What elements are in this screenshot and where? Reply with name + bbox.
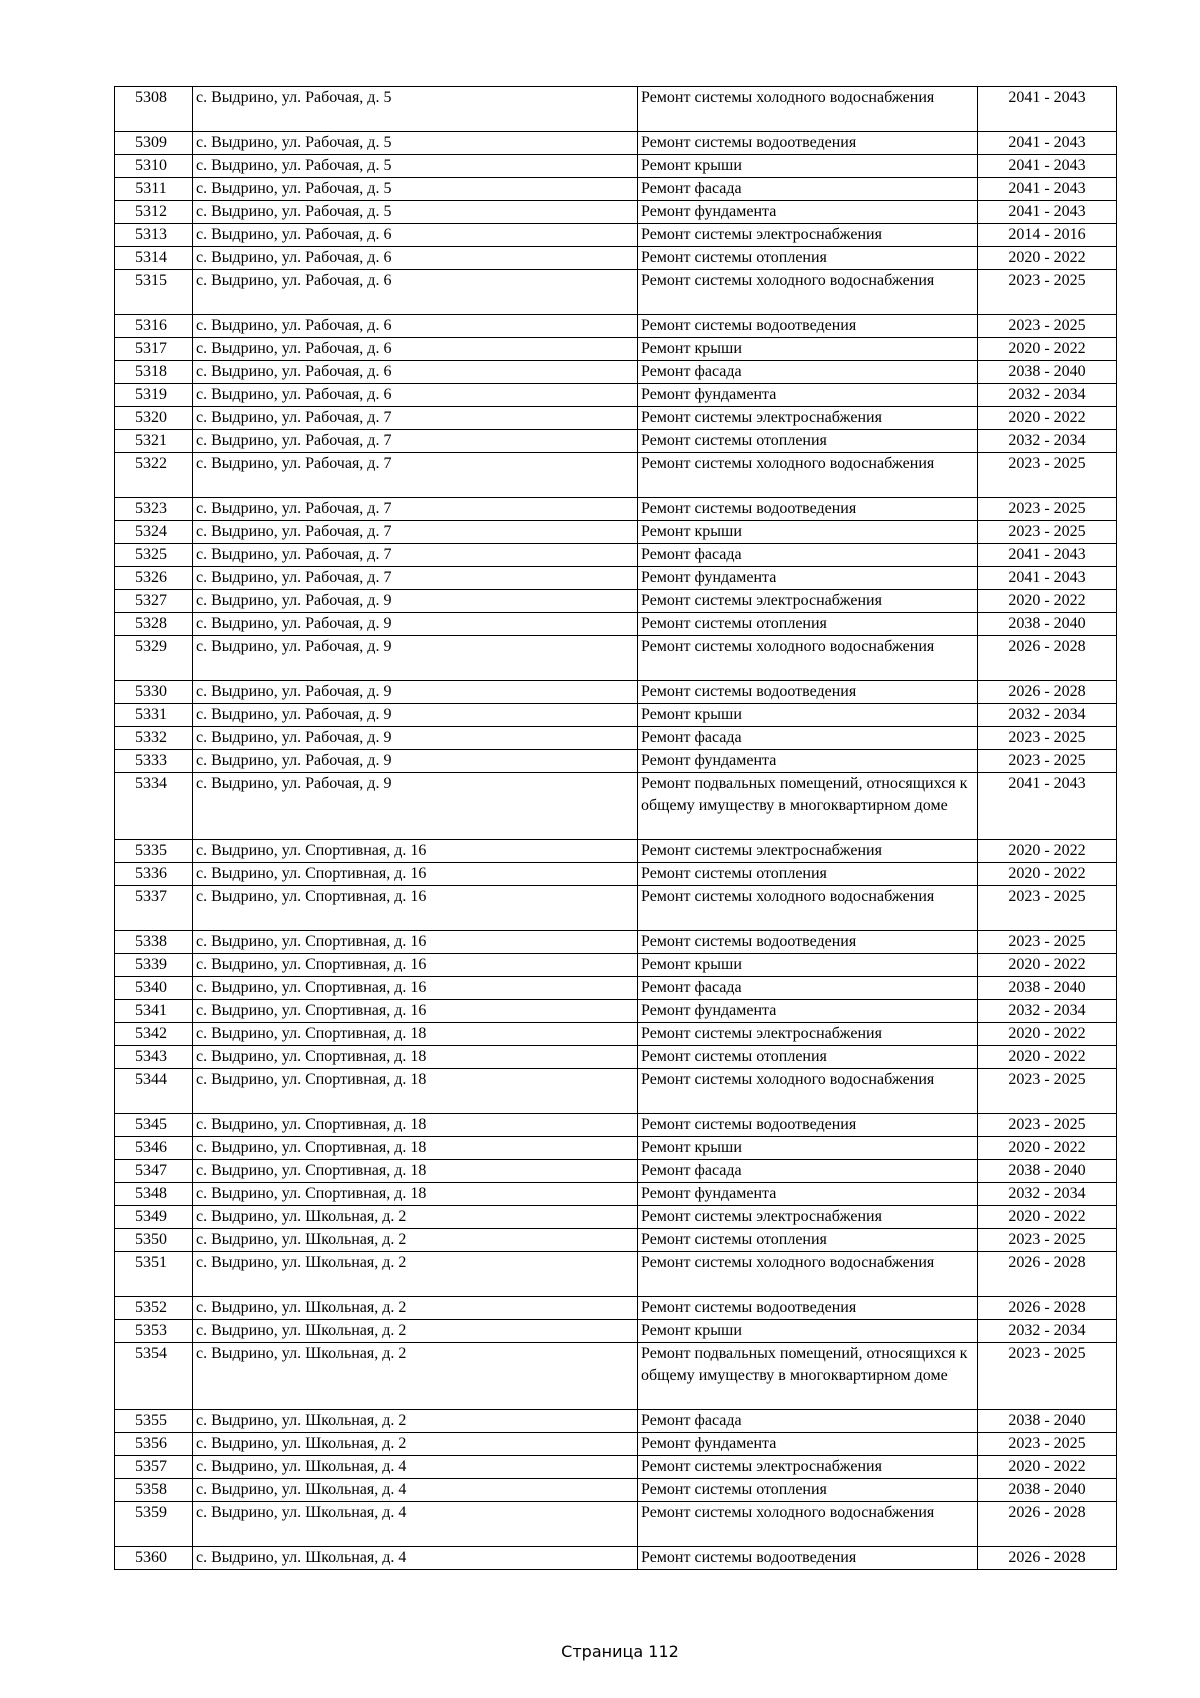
address-cell: с. Выдрино, ул. Рабочая, д. 7 — [193, 544, 638, 567]
work-type-cell: Ремонт системы электроснабжения — [638, 224, 978, 247]
period-cell: 2023 - 2025 — [978, 727, 1117, 750]
period-cell: 2023 - 2025 — [978, 931, 1117, 954]
table-body — [115, 87, 1117, 1570]
period-cell: 2026 - 2028 — [978, 636, 1117, 681]
period-cell: 2023 - 2025 — [978, 521, 1117, 544]
work-type-cell: Ремонт системы отопления — [638, 613, 978, 636]
address-cell: с. Выдрино, ул. Спортивная, д. 18 — [193, 1137, 638, 1160]
table-row — [115, 886, 1117, 931]
address-cell: с. Выдрино, ул. Рабочая, д. 7 — [193, 453, 638, 498]
address-cell: с. Выдрино, ул. Рабочая, д. 7 — [193, 567, 638, 590]
period-cell: 2041 - 2043 — [978, 201, 1117, 224]
address-cell: с. Выдрино, ул. Рабочая, д. 6 — [193, 361, 638, 384]
row-number-cell: 5308 — [115, 87, 193, 132]
work-type-cell: Ремонт системы отопления — [638, 863, 978, 886]
table-row — [115, 384, 1117, 407]
address-cell: с. Выдрино, ул. Рабочая, д. 5 — [193, 132, 638, 155]
work-type-cell: Ремонт системы водоотведения — [638, 1547, 978, 1570]
period-cell: 2038 - 2040 — [978, 1160, 1117, 1183]
table-row — [115, 1410, 1117, 1433]
work-type-cell: Ремонт системы холодного водоснабжения — [638, 636, 978, 681]
row-number-cell: 5327 — [115, 590, 193, 613]
work-type-cell: Ремонт крыши — [638, 1320, 978, 1343]
row-number-cell: 5344 — [115, 1069, 193, 1114]
address-cell: с. Выдрино, ул. Школьная, д. 4 — [193, 1456, 638, 1479]
address-cell: с. Выдрино, ул. Рабочая, д. 6 — [193, 247, 638, 270]
address-cell: с. Выдрино, ул. Рабочая, д. 7 — [193, 407, 638, 430]
period-cell: 2032 - 2034 — [978, 1183, 1117, 1206]
table-row — [115, 224, 1117, 247]
address-cell: с. Выдрино, ул. Рабочая, д. 6 — [193, 338, 638, 361]
period-cell: 2020 - 2022 — [978, 954, 1117, 977]
work-type-cell: Ремонт системы водоотведения — [638, 931, 978, 954]
work-type-cell: Ремонт системы водоотведения — [638, 132, 978, 155]
period-cell: 2041 - 2043 — [978, 87, 1117, 132]
period-cell: 2020 - 2022 — [978, 407, 1117, 430]
address-cell: с. Выдрино, ул. Школьная, д. 2 — [193, 1320, 638, 1343]
table-row — [115, 1456, 1117, 1479]
work-type-cell: Ремонт системы отопления — [638, 430, 978, 453]
row-number-cell: 5343 — [115, 1046, 193, 1069]
period-cell: 2026 - 2028 — [978, 1547, 1117, 1570]
table-row — [115, 840, 1117, 863]
work-type-cell: Ремонт системы холодного водоснабжения — [638, 1069, 978, 1114]
period-cell: 2023 - 2025 — [978, 1114, 1117, 1137]
period-cell: 2032 - 2034 — [978, 384, 1117, 407]
address-cell: с. Выдрино, ул. Школьная, д. 2 — [193, 1433, 638, 1456]
period-cell: 2023 - 2025 — [978, 498, 1117, 521]
period-cell: 2020 - 2022 — [978, 840, 1117, 863]
row-number-cell: 5328 — [115, 613, 193, 636]
period-cell: 2038 - 2040 — [978, 361, 1117, 384]
row-number-cell: 5331 — [115, 704, 193, 727]
work-type-cell: Ремонт подвальных помещений, относящихся к общему имуществу в многоквартирном доме — [638, 1343, 978, 1410]
row-number-cell: 5323 — [115, 498, 193, 521]
row-number-cell: 5320 — [115, 407, 193, 430]
row-number-cell: 5313 — [115, 224, 193, 247]
period-cell: 2038 - 2040 — [978, 977, 1117, 1000]
address-cell: с. Выдрино, ул. Рабочая, д. 9 — [193, 590, 638, 613]
work-type-cell: Ремонт крыши — [638, 521, 978, 544]
row-number-cell: 5333 — [115, 750, 193, 773]
address-cell: с. Выдрино, ул. Рабочая, д. 5 — [193, 201, 638, 224]
address-cell: с. Выдрино, ул. Рабочая, д. 5 — [193, 87, 638, 132]
work-type-cell: Ремонт системы холодного водоснабжения — [638, 87, 978, 132]
table-row — [115, 1297, 1117, 1320]
row-number-cell: 5339 — [115, 954, 193, 977]
page-number: Страница 112 — [561, 1642, 679, 1661]
work-type-cell: Ремонт системы холодного водоснабжения — [638, 886, 978, 931]
address-cell: с. Выдрино, ул. Рабочая, д. 9 — [193, 750, 638, 773]
row-number-cell: 5345 — [115, 1114, 193, 1137]
period-cell: 2020 - 2022 — [978, 338, 1117, 361]
table-row — [115, 270, 1117, 315]
work-type-cell: Ремонт системы электроснабжения — [638, 590, 978, 613]
row-number-cell: 5317 — [115, 338, 193, 361]
address-cell: с. Выдрино, ул. Спортивная, д. 16 — [193, 931, 638, 954]
address-cell: с. Выдрино, ул. Рабочая, д. 6 — [193, 224, 638, 247]
work-type-cell: Ремонт крыши — [638, 704, 978, 727]
table-row — [115, 1069, 1117, 1114]
row-number-cell: 5310 — [115, 155, 193, 178]
table-row — [115, 155, 1117, 178]
table-row — [115, 247, 1117, 270]
work-type-cell: Ремонт фасада — [638, 544, 978, 567]
work-type-cell: Ремонт системы электроснабжения — [638, 407, 978, 430]
table-row — [115, 636, 1117, 681]
address-cell: с. Выдрино, ул. Спортивная, д. 16 — [193, 863, 638, 886]
address-cell: с. Выдрино, ул. Рабочая, д. 6 — [193, 270, 638, 315]
period-cell: 2032 - 2034 — [978, 1000, 1117, 1023]
period-cell: 2020 - 2022 — [978, 863, 1117, 886]
row-number-cell: 5358 — [115, 1479, 193, 1502]
address-cell: с. Выдрино, ул. Спортивная, д. 16 — [193, 1000, 638, 1023]
table-row — [115, 1252, 1117, 1297]
table-row — [115, 704, 1117, 727]
work-type-cell: Ремонт фасада — [638, 1160, 978, 1183]
table-row — [115, 773, 1117, 840]
work-type-cell: Ремонт фасада — [638, 727, 978, 750]
table-row — [115, 201, 1117, 224]
table-row — [115, 1320, 1117, 1343]
period-cell: 2023 - 2025 — [978, 1069, 1117, 1114]
work-type-cell: Ремонт системы холодного водоснабжения — [638, 270, 978, 315]
table-row — [115, 681, 1117, 704]
row-number-cell: 5318 — [115, 361, 193, 384]
table-row — [115, 567, 1117, 590]
row-number-cell: 5356 — [115, 1433, 193, 1456]
work-type-cell: Ремонт крыши — [638, 338, 978, 361]
address-cell: с. Выдрино, ул. Спортивная, д. 18 — [193, 1023, 638, 1046]
table-row — [115, 1502, 1117, 1547]
work-type-cell: Ремонт системы отопления — [638, 1229, 978, 1252]
row-number-cell: 5325 — [115, 544, 193, 567]
address-cell: с. Выдрино, ул. Спортивная, д. 16 — [193, 954, 638, 977]
row-number-cell: 5312 — [115, 201, 193, 224]
address-cell: с. Выдрино, ул. Спортивная, д. 18 — [193, 1114, 638, 1137]
table-row — [115, 954, 1117, 977]
row-number-cell: 5319 — [115, 384, 193, 407]
period-cell: 2032 - 2034 — [978, 430, 1117, 453]
table-row — [115, 407, 1117, 430]
period-cell: 2023 - 2025 — [978, 270, 1117, 315]
repair-schedule-table — [114, 86, 1117, 1570]
period-cell: 2020 - 2022 — [978, 1137, 1117, 1160]
work-type-cell: Ремонт системы холодного водоснабжения — [638, 1252, 978, 1297]
address-cell: с. Выдрино, ул. Рабочая, д. 9 — [193, 704, 638, 727]
table-row — [115, 1023, 1117, 1046]
row-number-cell: 5335 — [115, 840, 193, 863]
row-number-cell: 5338 — [115, 931, 193, 954]
address-cell: с. Выдрино, ул. Школьная, д. 2 — [193, 1252, 638, 1297]
address-cell: с. Выдрино, ул. Спортивная, д. 16 — [193, 977, 638, 1000]
row-number-cell: 5359 — [115, 1502, 193, 1547]
work-type-cell: Ремонт фундамента — [638, 384, 978, 407]
address-cell: с. Выдрино, ул. Спортивная, д. 18 — [193, 1183, 638, 1206]
address-cell: с. Выдрино, ул. Рабочая, д. 6 — [193, 315, 638, 338]
address-cell: с. Выдрино, ул. Рабочая, д. 7 — [193, 430, 638, 453]
table-row — [115, 1479, 1117, 1502]
row-number-cell: 5353 — [115, 1320, 193, 1343]
period-cell: 2026 - 2028 — [978, 1297, 1117, 1320]
period-cell: 2023 - 2025 — [978, 1343, 1117, 1410]
row-number-cell: 5316 — [115, 315, 193, 338]
period-cell: 2041 - 2043 — [978, 544, 1117, 567]
work-type-cell: Ремонт системы электроснабжения — [638, 1456, 978, 1479]
address-cell: с. Выдрино, ул. Рабочая, д. 9 — [193, 636, 638, 681]
period-cell: 2038 - 2040 — [978, 613, 1117, 636]
period-cell: 2026 - 2028 — [978, 1502, 1117, 1547]
table-row — [115, 977, 1117, 1000]
address-cell: с. Выдрино, ул. Спортивная, д. 16 — [193, 886, 638, 931]
work-type-cell: Ремонт системы водоотведения — [638, 315, 978, 338]
period-cell: 2023 - 2025 — [978, 1229, 1117, 1252]
period-cell: 2020 - 2022 — [978, 1046, 1117, 1069]
work-type-cell: Ремонт системы водоотведения — [638, 681, 978, 704]
period-cell: 2032 - 2034 — [978, 1320, 1117, 1343]
work-type-cell: Ремонт фасада — [638, 1410, 978, 1433]
work-type-cell: Ремонт крыши — [638, 155, 978, 178]
table-row — [115, 1046, 1117, 1069]
row-number-cell: 5347 — [115, 1160, 193, 1183]
address-cell: с. Выдрино, ул. Школьная, д. 2 — [193, 1410, 638, 1433]
table-row — [115, 1206, 1117, 1229]
address-cell: с. Выдрино, ул. Спортивная, д. 18 — [193, 1069, 638, 1114]
row-number-cell: 5322 — [115, 453, 193, 498]
work-type-cell: Ремонт фундамента — [638, 1433, 978, 1456]
row-number-cell: 5337 — [115, 886, 193, 931]
work-type-cell: Ремонт фасада — [638, 178, 978, 201]
table-row — [115, 931, 1117, 954]
work-type-cell: Ремонт системы холодного водоснабжения — [638, 453, 978, 498]
row-number-cell: 5351 — [115, 1252, 193, 1297]
table-row — [115, 1183, 1117, 1206]
work-type-cell: Ремонт крыши — [638, 954, 978, 977]
period-cell: 2041 - 2043 — [978, 567, 1117, 590]
address-cell: с. Выдрино, ул. Школьная, д. 4 — [193, 1547, 638, 1570]
period-cell: 2032 - 2034 — [978, 704, 1117, 727]
row-number-cell: 5336 — [115, 863, 193, 886]
row-number-cell: 5354 — [115, 1343, 193, 1410]
row-number-cell: 5311 — [115, 178, 193, 201]
period-cell: 2020 - 2022 — [978, 1206, 1117, 1229]
table-row — [115, 1229, 1117, 1252]
period-cell: 2023 - 2025 — [978, 1433, 1117, 1456]
address-cell: с. Выдрино, ул. Школьная, д. 2 — [193, 1297, 638, 1320]
period-cell: 2023 - 2025 — [978, 315, 1117, 338]
table-row — [115, 1137, 1117, 1160]
work-type-cell: Ремонт системы водоотведения — [638, 498, 978, 521]
row-number-cell: 5340 — [115, 977, 193, 1000]
row-number-cell: 5349 — [115, 1206, 193, 1229]
table-row — [115, 590, 1117, 613]
address-cell: с. Выдрино, ул. Рабочая, д. 7 — [193, 498, 638, 521]
row-number-cell: 5329 — [115, 636, 193, 681]
period-cell: 2020 - 2022 — [978, 1456, 1117, 1479]
period-cell: 2038 - 2040 — [978, 1479, 1117, 1502]
work-type-cell: Ремонт крыши — [638, 1137, 978, 1160]
period-cell: 2026 - 2028 — [978, 1252, 1117, 1297]
table-row — [115, 727, 1117, 750]
address-cell: с. Выдрино, ул. Школьная, д. 2 — [193, 1229, 638, 1252]
row-number-cell: 5348 — [115, 1183, 193, 1206]
work-type-cell: Ремонт фундамента — [638, 567, 978, 590]
table-row — [115, 338, 1117, 361]
work-type-cell: Ремонт системы отопления — [638, 1479, 978, 1502]
row-number-cell: 5309 — [115, 132, 193, 155]
work-type-cell: Ремонт системы электроснабжения — [638, 1023, 978, 1046]
table-row — [115, 1547, 1117, 1570]
address-cell: с. Выдрино, ул. Рабочая, д. 5 — [193, 155, 638, 178]
table-row — [115, 315, 1117, 338]
row-number-cell: 5315 — [115, 270, 193, 315]
address-cell: с. Выдрино, ул. Спортивная, д. 16 — [193, 840, 638, 863]
period-cell: 2023 - 2025 — [978, 886, 1117, 931]
row-number-cell: 5324 — [115, 521, 193, 544]
work-type-cell: Ремонт системы отопления — [638, 1046, 978, 1069]
period-cell: 2020 - 2022 — [978, 1023, 1117, 1046]
table-row — [115, 361, 1117, 384]
table-row — [115, 1343, 1117, 1410]
table-row — [115, 863, 1117, 886]
table-row — [115, 1160, 1117, 1183]
row-number-cell: 5321 — [115, 430, 193, 453]
row-number-cell: 5330 — [115, 681, 193, 704]
address-cell: с. Выдрино, ул. Рабочая, д. 5 — [193, 178, 638, 201]
period-cell: 2023 - 2025 — [978, 453, 1117, 498]
address-cell: с. Выдрино, ул. Спортивная, д. 18 — [193, 1160, 638, 1183]
address-cell: с. Выдрино, ул. Рабочая, д. 9 — [193, 613, 638, 636]
period-cell: 2026 - 2028 — [978, 681, 1117, 704]
row-number-cell: 5326 — [115, 567, 193, 590]
table-row — [115, 132, 1117, 155]
period-cell: 2020 - 2022 — [978, 590, 1117, 613]
row-number-cell: 5346 — [115, 1137, 193, 1160]
period-cell: 2014 - 2016 — [978, 224, 1117, 247]
period-cell: 2038 - 2040 — [978, 1410, 1117, 1433]
table-row — [115, 87, 1117, 132]
table-row — [115, 430, 1117, 453]
table-row — [115, 1114, 1117, 1137]
table-row — [115, 453, 1117, 498]
work-type-cell: Ремонт системы водоотведения — [638, 1297, 978, 1320]
table-row — [115, 521, 1117, 544]
row-number-cell: 5355 — [115, 1410, 193, 1433]
work-type-cell: Ремонт системы отопления — [638, 247, 978, 270]
table-row — [115, 613, 1117, 636]
table-row — [115, 750, 1117, 773]
row-number-cell: 5350 — [115, 1229, 193, 1252]
work-type-cell: Ремонт системы водоотведения — [638, 1114, 978, 1137]
work-type-cell: Ремонт фасада — [638, 977, 978, 1000]
period-cell: 2041 - 2043 — [978, 773, 1117, 840]
period-cell: 2041 - 2043 — [978, 155, 1117, 178]
row-number-cell: 5332 — [115, 727, 193, 750]
row-number-cell: 5314 — [115, 247, 193, 270]
row-number-cell: 5352 — [115, 1297, 193, 1320]
address-cell: с. Выдрино, ул. Школьная, д. 2 — [193, 1343, 638, 1410]
address-cell: с. Выдрино, ул. Рабочая, д. 9 — [193, 773, 638, 840]
address-cell: с. Выдрино, ул. Школьная, д. 4 — [193, 1479, 638, 1502]
row-number-cell: 5357 — [115, 1456, 193, 1479]
address-cell: с. Выдрино, ул. Рабочая, д. 7 — [193, 521, 638, 544]
address-cell: с. Выдрино, ул. Спортивная, д. 18 — [193, 1046, 638, 1069]
work-type-cell: Ремонт подвальных помещений, относящихся к общему имуществу в многоквартирном доме — [638, 773, 978, 840]
work-type-cell: Ремонт системы электроснабжения — [638, 840, 978, 863]
work-type-cell: Ремонт системы электроснабжения — [638, 1206, 978, 1229]
address-cell: с. Выдрино, ул. Школьная, д. 4 — [193, 1502, 638, 1547]
period-cell: 2023 - 2025 — [978, 750, 1117, 773]
address-cell: с. Выдрино, ул. Рабочая, д. 6 — [193, 384, 638, 407]
period-cell: 2041 - 2043 — [978, 178, 1117, 201]
work-type-cell: Ремонт фундамента — [638, 201, 978, 224]
table-row — [115, 178, 1117, 201]
table-row — [115, 544, 1117, 567]
address-cell: с. Выдрино, ул. Рабочая, д. 9 — [193, 681, 638, 704]
row-number-cell: 5341 — [115, 1000, 193, 1023]
row-number-cell: 5334 — [115, 773, 193, 840]
table-row — [115, 1000, 1117, 1023]
work-type-cell: Ремонт системы холодного водоснабжения — [638, 1502, 978, 1547]
table-row — [115, 498, 1117, 521]
address-cell: с. Выдрино, ул. Рабочая, д. 9 — [193, 727, 638, 750]
row-number-cell: 5342 — [115, 1023, 193, 1046]
table-row — [115, 1433, 1117, 1456]
address-cell: с. Выдрино, ул. Школьная, д. 2 — [193, 1206, 638, 1229]
row-number-cell: 5360 — [115, 1547, 193, 1570]
period-cell: 2020 - 2022 — [978, 247, 1117, 270]
work-type-cell: Ремонт фасада — [638, 361, 978, 384]
work-type-cell: Ремонт фундамента — [638, 750, 978, 773]
work-type-cell: Ремонт фундамента — [638, 1000, 978, 1023]
period-cell: 2041 - 2043 — [978, 132, 1117, 155]
work-type-cell: Ремонт фундамента — [638, 1183, 978, 1206]
